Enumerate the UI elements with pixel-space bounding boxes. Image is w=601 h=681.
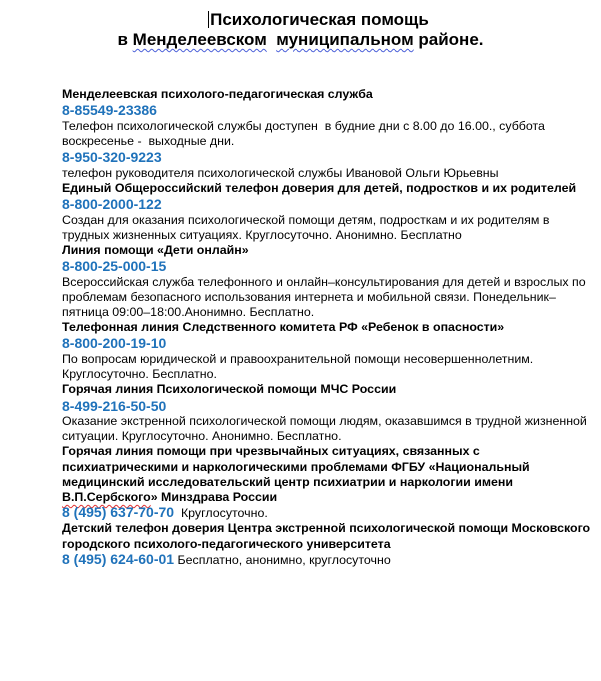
service-entry — [62, 521, 592, 568]
service-entry — [62, 382, 592, 444]
service-phone[interactable]: 8 (495) 624-60-01 — [62, 550, 175, 567]
service-entry — [62, 181, 592, 243]
page-title-line2: в Менделеевском муниципальном районе. — [117, 30, 484, 49]
service-title: Единый Общероссийский телефон доверия для детей, подростков и их родителей — [62, 180, 577, 195]
service-description: телефон руководителя психологической службы Ивановой Ольги Юрьевны — [62, 165, 499, 180]
service-phone[interactable]: 8-800-25-000-15 — [62, 258, 167, 275]
service-description: По вопросам юридической и правоохранительной помощи несовершеннолетним. Круглосуточно. Бесплатно. — [62, 351, 534, 382]
service-description: Всероссийская служба телефонного и онлайн–консультирования для детей и взрослых по проблемам безопасного использования интернета и мобильной связи. Понедельник–пятница 09:00–18:00.Анонимно. Бесплатно. — [62, 274, 586, 320]
service-phone[interactable]: 8-800-200-19-10 — [62, 335, 167, 352]
phone-line — [62, 505, 592, 521]
service-phone[interactable]: 8 (495) 637-70-70 — [62, 504, 175, 521]
service-title: Горячая линия Психологической помощи МЧС России — [62, 382, 397, 397]
service-entry — [62, 320, 592, 382]
service-phone[interactable]: 8-85549-23386 — [62, 102, 157, 119]
service-description: Круглосуточно. — [174, 506, 268, 521]
service-description: Создан для оказания психологической помощи детям, подросткам и их родителям в трудных жизненных ситуациях. Круглосуточно. Анонимно. Бесплатно — [62, 212, 550, 242]
service-entry — [62, 444, 592, 521]
spellcheck-word[interactable]: Менделеевском — [132, 30, 267, 49]
service-description: Бесплатно, анонимно, круглосуточно — [174, 552, 391, 567]
service-title: Телефонная линия Следственного комитета РФ «Ребенок в опасности» — [62, 320, 505, 335]
phone-line — [62, 552, 592, 568]
service-title: Детский телефон доверия Центра экстренной психологической помощи Московского городского психолого-педагогического университета — [62, 521, 591, 551]
document-body — [62, 87, 592, 568]
spellcheck-word[interactable]: муниципальном — [276, 30, 414, 49]
service-entry — [62, 243, 592, 320]
service-title: Горячая линия помощи при чрезвычайных ситуациях, связанных с психиатрическими и наркологическими проблемами ФГБУ «Национальный медицинский исследовательский центр психиатрии и наркологии имени В.П.Сербского» Минздрава России — [62, 444, 530, 505]
service-phone[interactable]: 8-800-2000-122 — [62, 196, 162, 213]
page-title-line1: Психологическая помощь — [210, 10, 429, 29]
spellcheck-word[interactable]: В.П.Сербского — [62, 490, 151, 505]
service-description: Оказание экстренной психологической помощи людям, оказавшимся в трудной жизненной ситуации. Круглосуточно. Анонимно. Бесплатно. — [62, 414, 587, 444]
text-cursor — [208, 11, 209, 28]
service-title: Линия помощи «Дети онлайн» — [62, 242, 249, 257]
service-entry — [62, 87, 592, 149]
page-title — [0, 10, 601, 50]
service-description: Телефон психологической службы доступен в будние дни с 8.00 до 16.00., суббота воскресенье - выходные дни. — [62, 118, 549, 148]
service-title: Менделеевская психолого-педагогическая служба — [62, 87, 373, 101]
service-phone[interactable]: 8-499-216-50-50 — [62, 397, 167, 414]
service-phone[interactable]: 8-950-320-9223 — [62, 149, 162, 166]
service-entry — [62, 149, 592, 181]
